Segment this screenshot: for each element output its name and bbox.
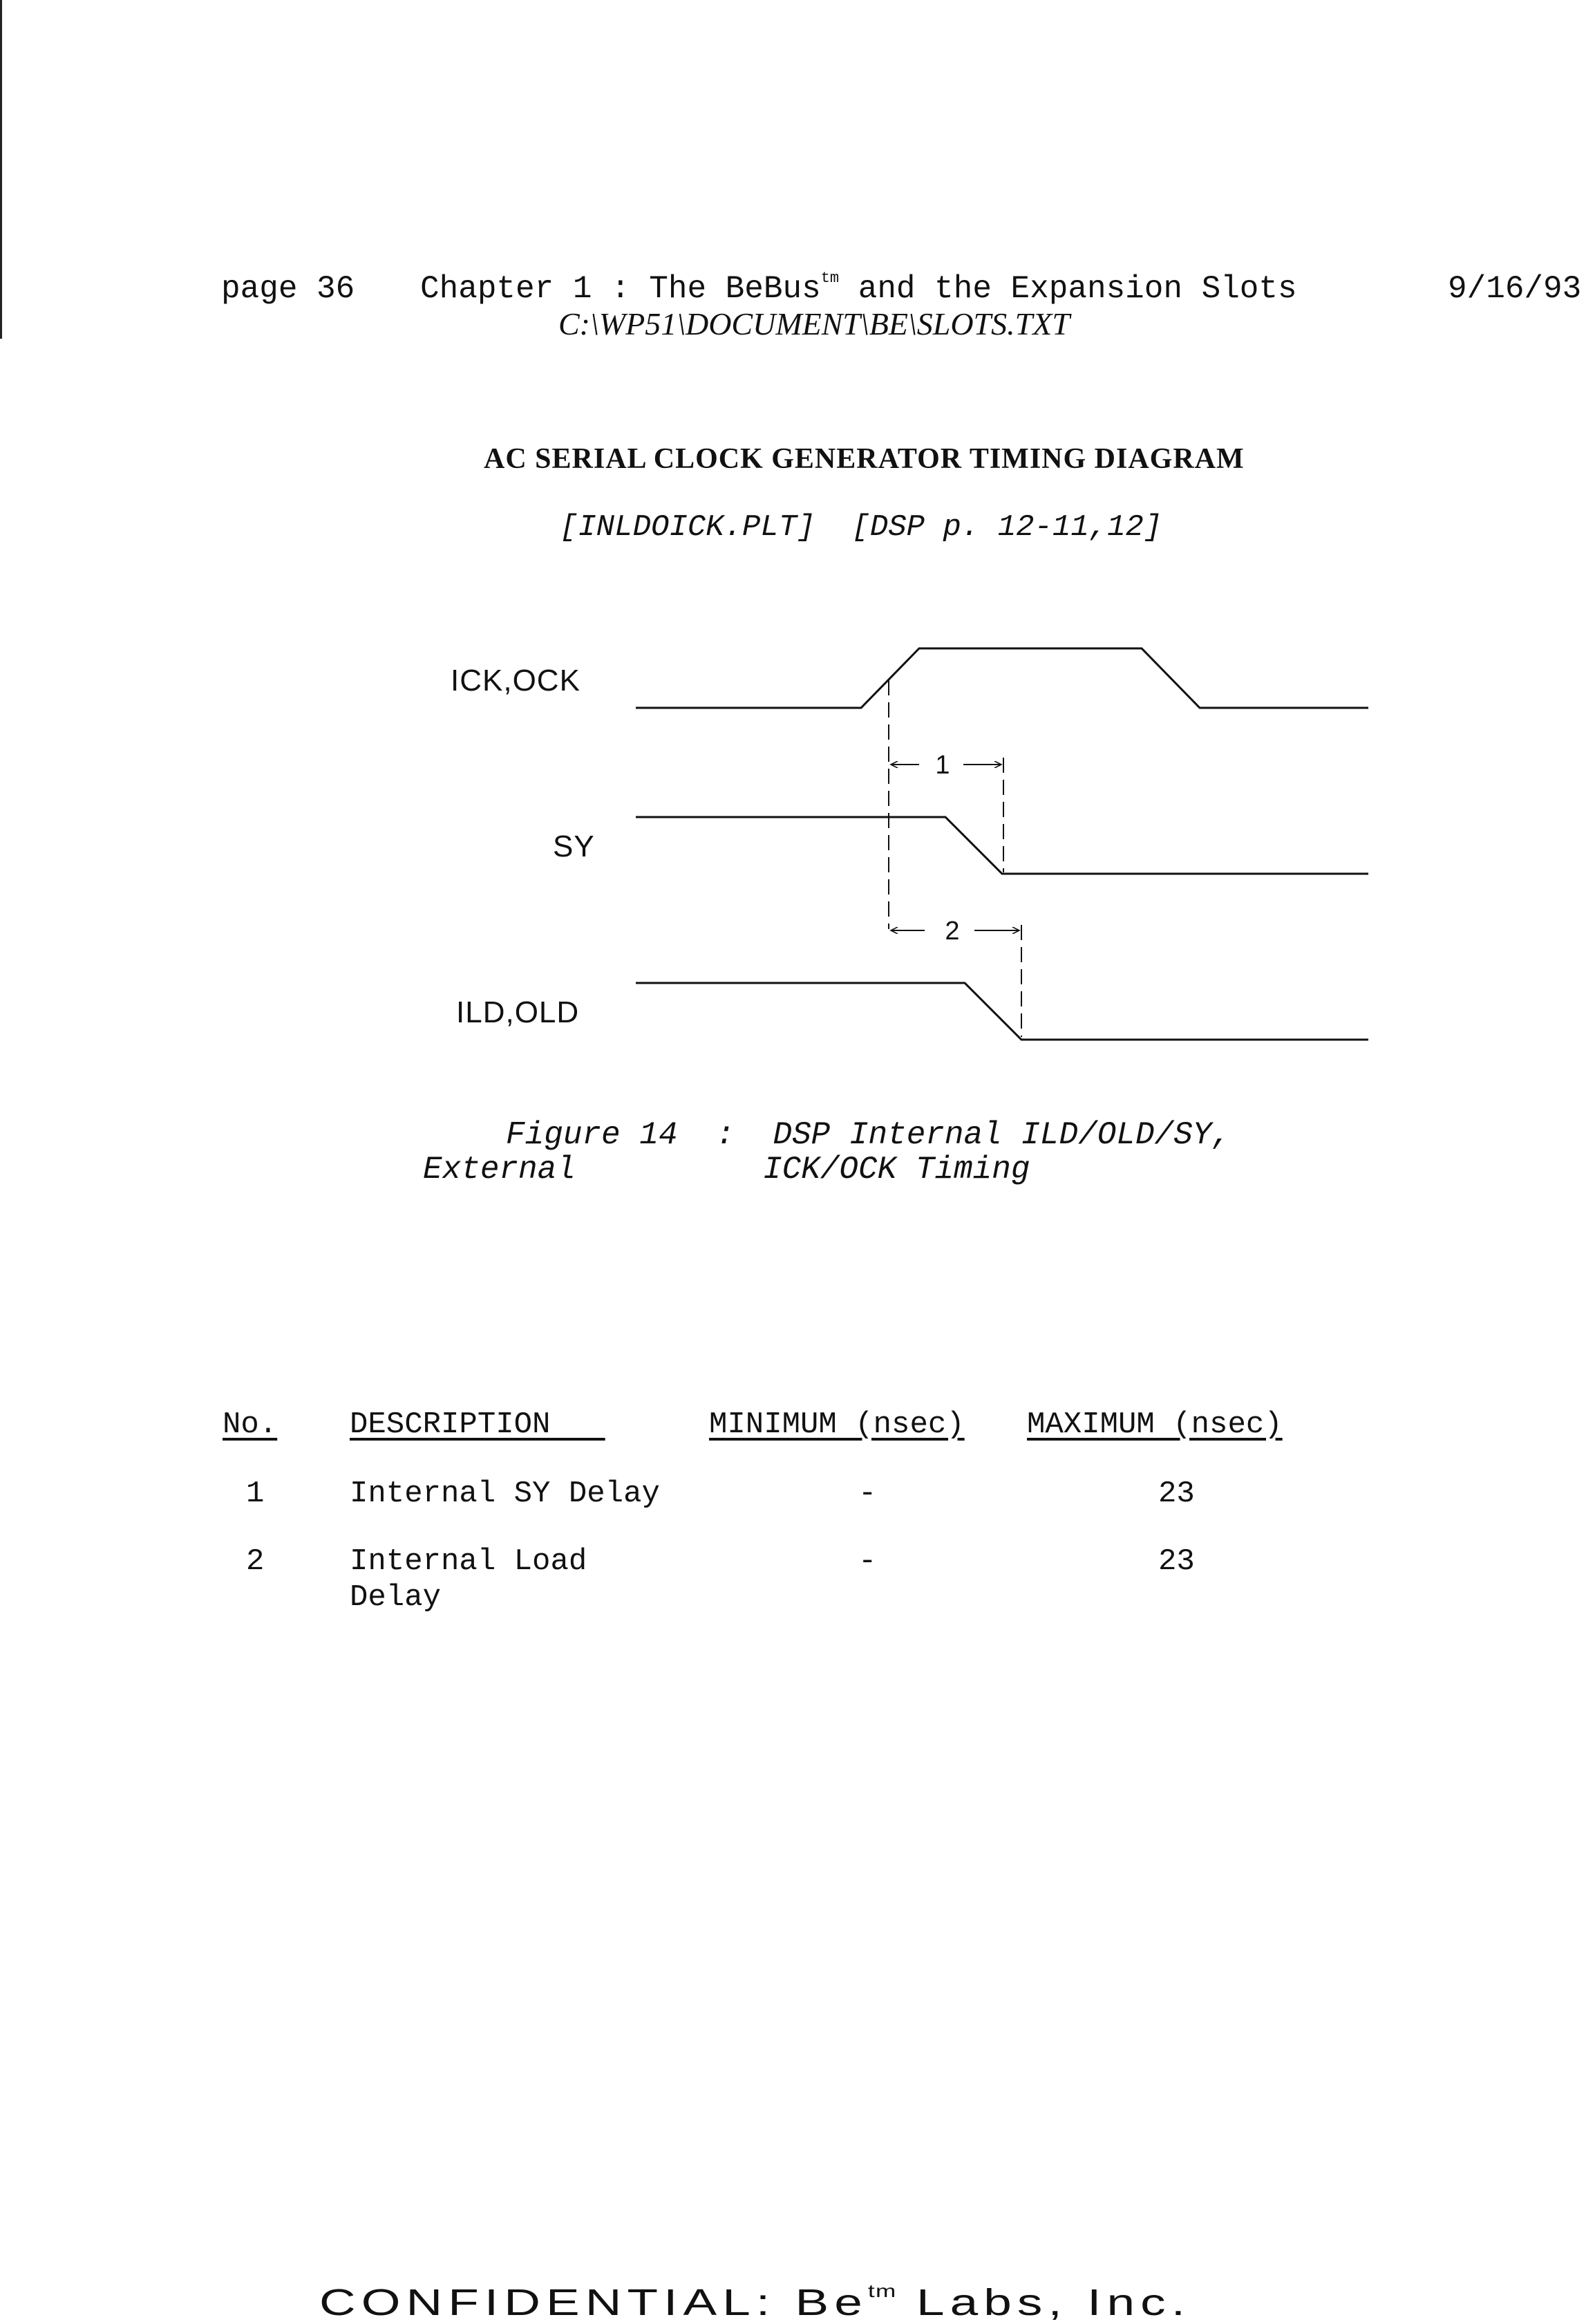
table-cell-minimum: - [858, 1544, 877, 1579]
figure-caption-external: External [423, 1152, 576, 1188]
table-cell-description: Internal SY Delay [350, 1477, 660, 1511]
footer-trademark-mark: tm [867, 2280, 897, 2301]
signal-label-ild-old: ILD,OLD [456, 995, 580, 1029]
page-number: page 36 [221, 271, 355, 307]
trademark-mark: tm [820, 270, 840, 287]
signal-label-ick-ock: ICK,OCK [451, 664, 581, 697]
timing-marker-2: 2 [945, 917, 960, 946]
table-cell-description: Internal Load [350, 1544, 587, 1579]
waveform-sy [636, 817, 1368, 874]
waveform-ick-ock [636, 648, 1368, 708]
table-header-no: No. [223, 1407, 278, 1442]
table-cell-maximum: 23 [1158, 1544, 1195, 1579]
confidential-footer [319, 2281, 1191, 2324]
header-date: 9/16/93 [1448, 271, 1582, 307]
table-header-minimum: MINIMUM (nsec) [709, 1407, 965, 1442]
table-cell-description-continued: Delay [350, 1580, 442, 1615]
timing-marker-1: 1 [935, 751, 950, 780]
figure-caption-line-1: Figure 14 : DSP Internal ILD/OLD/SY, [506, 1117, 1231, 1153]
diagram-title: AC SERIAL CLOCK GENERATOR TIMING DIAGRAM [484, 443, 1245, 475]
footer-text-rest: Labs, Inc. [896, 2282, 1191, 2323]
file-path: C:\WP51\DOCUMENT\BE\SLOTS.TXT [558, 306, 1070, 341]
table-header-maximum: MAXIMUM (nsec) [1027, 1407, 1283, 1442]
table-header-description: DESCRIPTION [350, 1407, 605, 1442]
signal-label-sy: SY [553, 830, 595, 863]
table-cell-no: 2 [246, 1544, 265, 1579]
figure-caption-timing: ICK/OCK Timing [763, 1152, 1030, 1188]
diagram-subtitle: [INLDOICK.PLT] [DSP p. 12-11,12] [560, 510, 1162, 545]
table-cell-maximum: 23 [1158, 1477, 1195, 1511]
table-cell-minimum: - [858, 1477, 877, 1511]
chapter-title-rest: and the Expansion Slots [839, 271, 1297, 307]
waveform-ild-old [636, 983, 1368, 1040]
table-cell-no: 1 [246, 1477, 265, 1511]
footer-text: CONFIDENTIAL: Be [319, 2282, 868, 2323]
chapter-title-text: Chapter 1 : The BeBus [420, 271, 821, 307]
